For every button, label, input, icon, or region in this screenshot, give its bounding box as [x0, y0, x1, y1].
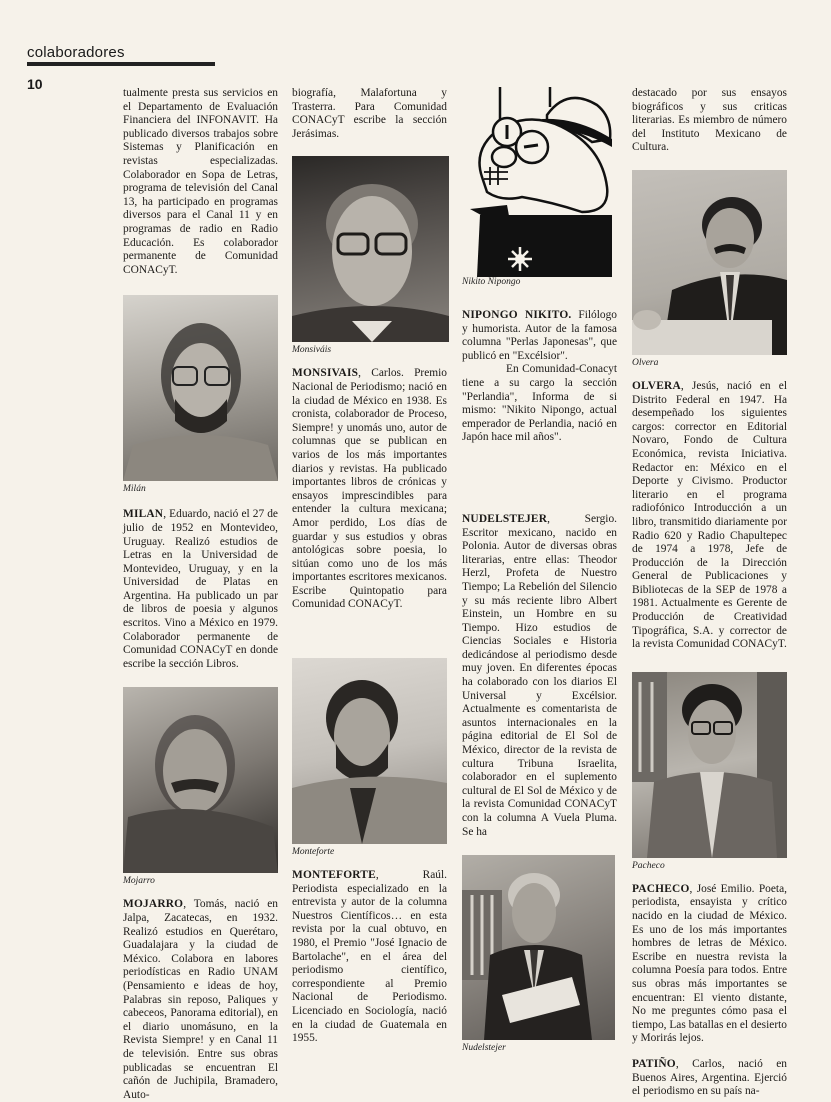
bio-patino: [632, 1058, 787, 1099]
photo-milan: [123, 295, 278, 481]
bio-monsivais: [292, 367, 447, 612]
photo-nudelstejer: [462, 855, 615, 1040]
bio-body: , Tomás, nació en Jalpa, Zacatecas, en 1932. Realizó estudios en Querétaro, Guadalajara y la ciudad de México. Colabora en labores periodísticas en Radio UNAM (Pensamiento e ideas de hoy, Palabras sin reposo, Paliques y cabeceos, Panorama editorial), en el diario unomásuno, en la Revista Siempre! y en Canal 11 de televisión. Entre sus obras publicadas se encuentran El cañón de Juchipila, Bramadero, Auto-: [123, 898, 278, 1101]
portrait-silhouette: [123, 295, 278, 481]
column-1: [123, 87, 278, 1102]
title-rule: [27, 62, 215, 66]
cartoon-nikito-nipongo: [462, 87, 617, 277]
bio-body: , Carlos. Premio Nacional de Periodismo; nació en la ciudad de México en 1938. Es cronista, colaborador de Proceso, Siempre! y unomás uno, autor de columnas que se publican en varios de los más importantes diarios y revistas. Ha publicado importantes libros de crónicas y ensayos imprescindibles para entender la cultura mexicana; Amor perdido, Los días de guardar y sus estudios y obras antológicas sobre poesia, lo sitúan como uno de los más importantes escritores mexicanos. Escribe Quintopatio para Comunidad CONACyT.: [292, 367, 447, 611]
bio-olvera: [632, 380, 787, 652]
photo-caption-mojarro: Mojarro: [123, 876, 155, 887]
bio-name: PATIÑO: [632, 1057, 676, 1070]
bio-name: MOJARRO: [123, 898, 184, 911]
bio-body: , Jesús, nació en el Distrito Federal en 1947. Ha desempeñado los siguientes cargos: corrector en Editorial Novaro, Fondo de Cultura Económica, revista Iniciativa. Redactor en: México en el Deporte y Civismo. Productor literario en el programa radiofónico Introducción a un libro, transmitido diariamente por Radio 620 y Radio Chapultepec de 1974 a 1978, Jefe de Producción de la Dirección General de Publicaciones y Bibliotecas de la SEP de 1978 a 1981. Actualmente es Gerente de Producción de Creatividad Tipográfica, S.A. y corrector de la revista Comunidad CONACyT.: [632, 379, 787, 651]
portrait-silhouette: [292, 658, 447, 844]
bio-body: , Carlos, nació en Buenos Aires, Argentina. Ejerció el periodismo en su país na-: [632, 1057, 787, 1098]
photo-caption-milan: Milán: [123, 484, 146, 495]
bio-body: , Sergio. Escritor mexicano, nacido en Polonia. Autor de diversas obras literarias, entre ellas: Theodor Herzl, Profeta de Nuestro Tiempo; La Rebelión del Silencio y su más reciente libro Albert Einstein, un Hombre en su Tiempo. Hizo estudios de Ciencias Sociales e Historia dedicándose al periodismo desde muy joven. En diferentes épocas ha colaborado con los diarios El Universal y Excélsior. Actualmente es comentarista de asuntos internacionales en la página editorial de El Sol de México, director de la revista de cultura Tribuna Israelita, colaborador en el suplemento cultural de El Sol de México y de la revista Comunidad CONACyT con la columna A Vuela Pluma. Se ha: [462, 512, 617, 838]
photo-mojarro: [123, 687, 278, 873]
photo-caption-monteforte: Monteforte: [292, 847, 335, 858]
bio-body: , José Emilio. Poeta, periodista, ensayista y crítico nacido en la ciudad de México. Es uno de los más importantes hombres de letras de México. Escribe en nuestra revista la columna Poesía para todos. Entre sus obras más importantes se encuentran: El viento distante, No me preguntes cómo pasa el tiempo, Las batallas en el desierto y Morirás lejos.: [632, 882, 787, 1045]
column-2: [292, 87, 447, 1046]
column-4: [632, 87, 787, 1099]
bio-body: Filólogo y humorista. Autor de la famosa columna "Perlas Japonesas", que publicó en "Excélsior".: [462, 309, 617, 362]
portrait-silhouette: [632, 170, 787, 355]
bio-name: OLVERA: [632, 379, 681, 392]
bio-monteforte: [292, 869, 447, 1046]
portrait-silhouette: [292, 156, 449, 342]
bio-name: NUDELSTEJER: [462, 512, 548, 525]
cartoon-caption: Nikito Nipongo: [462, 277, 521, 287]
bio-name: PACHECO: [632, 882, 690, 895]
portrait-silhouette: [462, 855, 615, 1040]
bio-nipongo: [462, 309, 617, 363]
continued-bio-text: tualmente presta sus servicios en el Departamento de Evaluación Financiera del INFONAVIT. Ha publicado diversos trabajos sobre Sistemas y Planificación en revistas especializadas. Colaborador en Sopa de Letras, programa de televisión del Canal 13, ha participado en programas diversos para el Canal 11 y en programas de radio en Radio Educación. Es colaborador permanente de Comunidad CONACyT.: [123, 87, 278, 276]
bio-milan: [123, 508, 278, 671]
bio-name: MILAN: [123, 508, 164, 521]
continued-bio-text: biografía, Malafortuna y Trasterra. Para Comunidad CONACyT escribe la sección Jerásimas.: [292, 87, 447, 140]
portrait-silhouette: [632, 672, 787, 858]
column-3: [462, 87, 617, 1053]
photo-monsivais: [292, 156, 449, 342]
photo-caption-pacheco: Pacheco: [632, 860, 665, 871]
bio-name: MONSIVAIS: [292, 367, 359, 380]
portrait-silhouette: [123, 687, 278, 873]
bio-mojarro: [123, 898, 278, 1102]
page-number: 10: [27, 76, 43, 92]
photo-monteforte: [292, 658, 447, 844]
bio-name: NIPONGO NIKITO.: [462, 309, 572, 321]
bio-nipongo-paragraph-2: En Comunidad-Conacyt tiene a su cargo la sección "Perlandia", Informa de si mismo: "Nikito Nipongo, actual emperador de Perlandia, nació en Japón hace mil años".: [462, 363, 617, 444]
photo-caption-monsivais: Monsiváis: [292, 345, 332, 356]
bio-nudelstejer: [462, 513, 617, 839]
section-title: colaboradores: [27, 44, 125, 61]
bio-pacheco: [632, 883, 787, 1046]
photo-caption-nudelstejer: Nudelstejer: [462, 1043, 506, 1054]
cartoon-drawing: [462, 87, 617, 277]
photo-pacheco: [632, 672, 787, 858]
photo-caption-olvera: Olvera: [632, 357, 659, 368]
bio-body: , Raúl. Periodista especializado en la entrevista y autor de la columna Nuestros Científicos… en esta revista por la cual obtuvo, en 1980, el Premio "José Ignacio de Bartolache", en el área del periodismo científico, correspondiente al Premio Nacional de Periodismo. Licenciado en Sociología, nació en la ciudad de Guatemala en 1955.: [292, 869, 447, 1045]
continued-bio-text: destacado por sus ensayos biográficos y sus criticas literarias. Es miembro de número del Instituto Mexicano de Cultura.: [632, 87, 787, 154]
photo-olvera: [632, 170, 787, 355]
bio-name: MONTEFORTE: [292, 869, 376, 882]
bio-body: , Eduardo, nació el 27 de julio de 1952 en Montevideo, Uruguay. Realizó estudios de Letras en la Universidad de Montevideo, Uruguay, y en la Universidad de Platas en Argentina. Ha publicado un par de libros de poesia y algunos escritos. Vino a México en 1979. Colaborador permanente de Comunidad CONACyT en donde escribe la sección Libros.: [123, 508, 278, 670]
